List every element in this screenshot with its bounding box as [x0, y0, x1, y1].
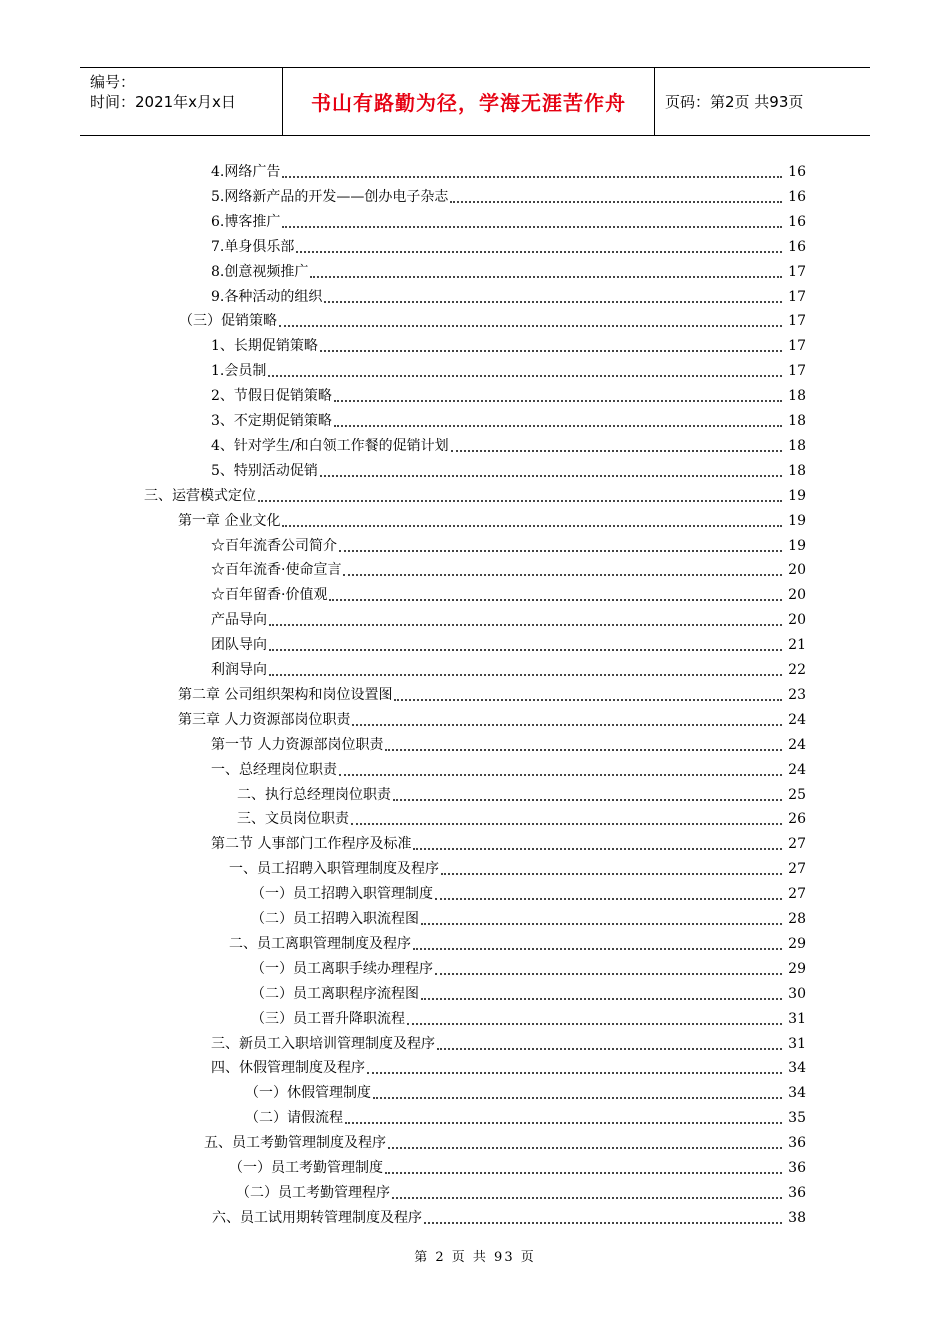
- toc-entry-title: 7.单身俱乐部: [211, 238, 295, 255]
- toc-entry-page: 26: [788, 811, 806, 828]
- document-time-label: 时间：2021年x月x日: [90, 93, 236, 111]
- toc-entry-page: 36: [788, 1184, 806, 1201]
- toc-dot-leader: [345, 1116, 782, 1124]
- toc-entry-title: （一）员工离职手续办理程序: [251, 960, 433, 977]
- toc-entry[interactable]: [211, 356, 806, 380]
- toc-dot-leader: [421, 992, 782, 1000]
- toc-dot-leader: [388, 1141, 782, 1149]
- toc-entry[interactable]: [211, 381, 806, 405]
- toc-entry-page: 34: [788, 1085, 806, 1102]
- toc-dot-leader: [258, 494, 782, 502]
- toc-dot-leader: [329, 593, 782, 601]
- toc-entry[interactable]: [211, 580, 806, 604]
- toc-entry-page: 27: [788, 861, 806, 878]
- toc-entry-page: 16: [788, 164, 806, 180]
- toc-entry[interactable]: [211, 282, 806, 306]
- toc-entry-title: （二）员工离职程序流程图: [251, 985, 419, 1002]
- toc-dot-leader: [269, 643, 782, 651]
- toc-entry-title: ☆百年流香公司简介: [211, 537, 337, 554]
- toc-entry-title: ☆百年留香·价值观: [211, 587, 328, 604]
- toc-entry-title: （二）员工招聘入职流程图: [251, 911, 419, 927]
- toc-dot-leader: [441, 867, 782, 875]
- toc-entry-title: 5、特别活动促销: [211, 462, 318, 479]
- toc-dot-leader: [385, 743, 782, 751]
- toc-dot-leader: [320, 344, 782, 352]
- toc-dot-leader: [424, 1216, 782, 1224]
- toc-entry-title: （一）员工招聘入职管理制度: [251, 886, 433, 903]
- toc-dot-leader: [282, 170, 782, 178]
- toc-entry[interactable]: [211, 406, 806, 430]
- toc-entry[interactable]: [211, 331, 806, 355]
- toc-entry-title: （一）员工考勤管理制度: [229, 1160, 383, 1176]
- toc-entry-title: 第一节 人力资源部岗位职责: [211, 736, 384, 753]
- toc-dot-leader: [320, 469, 782, 477]
- toc-entry-page: 18: [788, 413, 806, 429]
- toc-entry[interactable]: [179, 306, 806, 330]
- toc-dot-leader: [373, 1091, 782, 1099]
- toc-entry-title: 团队导向: [211, 637, 267, 654]
- toc-entry-page: 16: [788, 188, 806, 205]
- toc-entry-page: 27: [788, 836, 806, 853]
- toc-dot-leader: [351, 817, 782, 825]
- toc-entry-title: 第二章 公司组织架构和岗位设置图: [178, 686, 393, 703]
- toc-entry[interactable]: [211, 456, 806, 480]
- toc-entry-title: （一）休假管理制度: [245, 1085, 371, 1102]
- header-page-info: 页码：第2页 共93页: [665, 93, 804, 111]
- toc-entry-title: （二）请假流程: [245, 1110, 343, 1127]
- toc-entry-title: 第三章 人力资源部岗位职责: [178, 711, 351, 728]
- document-number-label: 编号：: [90, 73, 136, 91]
- toc-entry[interactable]: [237, 804, 806, 828]
- toc-entry-title: 二、员工离职管理制度及程序: [229, 935, 411, 952]
- toc-entry-page: 20: [788, 562, 806, 579]
- toc-dot-leader: [413, 842, 782, 850]
- toc-entry[interactable]: [211, 232, 806, 256]
- toc-entry-page: 21: [788, 637, 806, 654]
- toc-entry-page: 19: [788, 512, 806, 529]
- toc-entry-title: 产品导向: [211, 612, 267, 629]
- toc-entry-title: 5.网络新产品的开发——创办电子杂志: [211, 188, 449, 205]
- toc-entry-page: 17: [788, 288, 806, 305]
- toc-dot-leader: [385, 1166, 782, 1174]
- toc-entry-page: 19: [788, 537, 806, 554]
- header-right-cell: [655, 68, 870, 135]
- toc-entry-title: 9.各种活动的组织: [211, 288, 323, 305]
- toc-entry-title: 2、节假日促销策略: [211, 388, 332, 405]
- toc-entry-title: 1、长期促销策略: [211, 338, 318, 355]
- toc-entry[interactable]: [251, 979, 806, 1003]
- toc-dot-leader: [310, 270, 782, 278]
- toc-dot-leader: [421, 917, 782, 925]
- toc-entry-page: 17: [788, 338, 806, 355]
- toc-entry[interactable]: [178, 506, 806, 530]
- toc-entry[interactable]: [211, 605, 806, 629]
- toc-entry-page: 36: [788, 1160, 806, 1176]
- toc-entry-page: 30: [788, 985, 806, 1002]
- header-motto: 书山有路勤为径，学海无涯苦作舟: [311, 91, 626, 115]
- toc-entry[interactable]: [245, 1078, 806, 1102]
- toc-entry[interactable]: [251, 904, 806, 928]
- toc-entry-page: 22: [788, 662, 806, 678]
- toc-entry-page: 29: [788, 935, 806, 952]
- toc-entry-title: 第二节 人事部门工作程序及标准: [211, 836, 412, 853]
- toc-entry-page: 24: [788, 711, 806, 728]
- toc-dot-leader: [282, 519, 782, 527]
- toc-entry-page: 31: [788, 1010, 806, 1027]
- toc-entry[interactable]: [211, 207, 806, 231]
- header-left-cell: [80, 68, 283, 135]
- toc-entry-page: 18: [788, 437, 806, 454]
- toc-entry[interactable]: [211, 1053, 806, 1077]
- toc-entry-page: 24: [788, 761, 806, 778]
- toc-entry-title: 3、不定期促销策略: [211, 413, 332, 429]
- toc-entry[interactable]: [211, 182, 806, 206]
- toc-entry-title: 8.创意视频推广: [211, 263, 309, 280]
- toc-dot-leader: [435, 967, 782, 975]
- toc-dot-leader: [367, 1066, 782, 1074]
- toc-entry-page: 34: [788, 1060, 806, 1077]
- toc-entry-page: 20: [788, 587, 806, 604]
- toc-entry-page: 23: [788, 686, 806, 703]
- toc-entry[interactable]: [178, 680, 806, 704]
- toc-entry[interactable]: [251, 954, 806, 978]
- toc-entry[interactable]: [211, 531, 806, 555]
- header-middle-cell: [283, 68, 655, 135]
- toc-entry[interactable]: [178, 705, 806, 729]
- toc-entry[interactable]: [211, 1029, 806, 1053]
- toc-entry[interactable]: [229, 1153, 806, 1177]
- toc-entry[interactable]: [144, 481, 806, 505]
- toc-entry[interactable]: [211, 157, 806, 181]
- toc-entry-page: 17: [788, 313, 806, 330]
- page-header: [80, 67, 870, 136]
- toc-entry-title: 1.会员制: [211, 363, 267, 380]
- toc-dot-leader: [435, 892, 782, 900]
- toc-entry-title: 三、运营模式定位: [144, 487, 256, 504]
- toc-dot-leader: [268, 369, 782, 377]
- toc-entry-title: 一、员工招聘入职管理制度及程序: [229, 861, 439, 878]
- toc-entry-title: 第一章 企业文化: [178, 512, 281, 529]
- toc-dot-leader: [352, 718, 782, 726]
- toc-entry[interactable]: [236, 1178, 806, 1202]
- toc-entry-title: 三、新员工入职培训管理制度及程序: [211, 1035, 435, 1052]
- toc-dot-leader: [339, 768, 782, 776]
- toc-entry[interactable]: [204, 1128, 806, 1152]
- toc-entry[interactable]: [211, 555, 806, 579]
- toc-entry-page: 17: [788, 363, 806, 380]
- toc-entry[interactable]: [211, 755, 806, 779]
- toc-dot-leader: [296, 245, 782, 253]
- toc-dot-leader: [437, 1042, 782, 1050]
- toc-dot-leader: [450, 195, 782, 203]
- toc-entry[interactable]: [237, 780, 806, 804]
- toc-entry-page: 25: [788, 786, 806, 803]
- toc-dot-leader: [269, 668, 782, 676]
- toc-entry-title: 4.网络广告: [211, 164, 281, 180]
- toc-entry-page: 18: [788, 462, 806, 479]
- toc-entry-page: 16: [788, 213, 806, 230]
- toc-entry[interactable]: [211, 257, 806, 281]
- toc-entry-page: 31: [788, 1035, 806, 1052]
- toc-entry-title: 6.博客推广: [211, 213, 281, 230]
- toc-entry-title: ☆百年流香·使命宣言: [211, 562, 342, 579]
- toc-entry[interactable]: [211, 829, 806, 853]
- toc-entry-page: 29: [788, 960, 806, 977]
- toc-dot-leader: [407, 1017, 782, 1025]
- toc-entry-title: 三、文员岗位职责: [237, 811, 349, 828]
- toc-dot-leader: [282, 220, 782, 228]
- toc-dot-leader: [413, 942, 782, 950]
- toc-entry[interactable]: [212, 1203, 806, 1227]
- toc-entry-title: 六、员工试用期转管理制度及程序: [212, 1209, 422, 1226]
- toc-dot-leader: [279, 319, 782, 327]
- toc-entry-page: 27: [788, 886, 806, 903]
- toc-entry-page: 19: [788, 487, 806, 504]
- toc-entry[interactable]: [211, 730, 806, 754]
- toc-entry[interactable]: [229, 854, 806, 878]
- toc-dot-leader: [393, 793, 782, 801]
- toc-entry[interactable]: [211, 655, 806, 679]
- toc-entry-page: 17: [788, 263, 806, 280]
- toc-entry[interactable]: [251, 1004, 806, 1028]
- toc-entry-page: 16: [788, 238, 806, 255]
- toc-entry-page: 24: [788, 736, 806, 753]
- toc-dot-leader: [451, 444, 782, 452]
- toc-dot-leader: [392, 1191, 782, 1199]
- toc-dot-leader: [334, 394, 782, 402]
- toc-entry-page: 38: [788, 1209, 806, 1226]
- toc-entry-title: 4、针对学生/和白领工作餐的促销计划: [211, 437, 449, 454]
- toc-dot-leader: [269, 618, 782, 626]
- toc-entry[interactable]: [211, 431, 806, 455]
- toc-entry-page: 28: [788, 911, 806, 927]
- toc-entry[interactable]: [251, 879, 806, 903]
- toc-entry[interactable]: [211, 630, 806, 654]
- toc-dot-leader: [334, 419, 782, 427]
- toc-dot-leader: [394, 693, 782, 701]
- toc-dot-leader: [324, 295, 782, 303]
- toc-entry-page: 18: [788, 388, 806, 405]
- toc-entry-title: （三）员工晋升降职流程: [251, 1010, 405, 1027]
- toc-entry-title: 利润导向: [211, 662, 267, 678]
- toc-entry-title: （二）员工考勤管理程序: [236, 1184, 390, 1201]
- toc-dot-leader: [343, 568, 782, 576]
- toc-entry-page: 36: [788, 1135, 806, 1152]
- toc-entry[interactable]: [245, 1103, 806, 1127]
- toc-entry-title: 二、执行总经理岗位职责: [237, 786, 391, 803]
- toc-entry[interactable]: [229, 929, 806, 953]
- toc-entry-page: 20: [788, 612, 806, 629]
- toc-entry-title: 五、员工考勤管理制度及程序: [204, 1135, 386, 1152]
- page-footer: 第 2 页 共 93 页: [414, 1250, 536, 1265]
- toc-entry-page: 35: [788, 1110, 806, 1127]
- toc-dot-leader: [339, 544, 782, 552]
- toc-entry-title: （三）促销策略: [179, 313, 277, 330]
- toc-entry-title: 一、总经理岗位职责: [211, 761, 337, 778]
- toc-entry-title: 四、休假管理制度及程序: [211, 1060, 365, 1077]
